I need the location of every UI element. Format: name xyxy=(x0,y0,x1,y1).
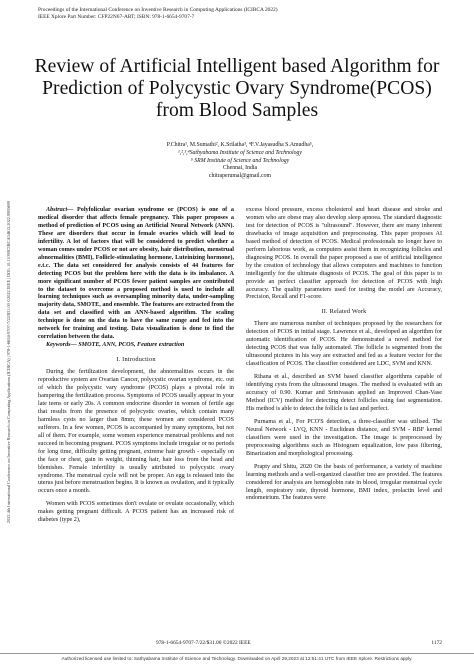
left-paragraph-2: Women with PCOS sometimes don't ovulate or ovulate occasionally, which makes getting pregnant difficult. A PCOS patient has an increased risk of diabetes (type 2), xyxy=(38,501,234,524)
section-heading-related-work: II. Related Work xyxy=(321,308,367,316)
right-paragraph-3: Rihana et al., described an SVM based classifier algorithms capable of identifying cysts from the ultrasound images. The method is evaluated with an accuracy of 0.90. Kumar and Srinivasan applied an Improved Chan-Vase Method (ICV) method for detecting detect follicles using fast segmentation. His method is able to detect the follicle is fast and perfect. xyxy=(246,374,442,412)
title-line-3: from Blood Samples xyxy=(155,100,319,121)
author-affiliation-2: ⁵ SRM Institute of Science and Technology xyxy=(190,157,290,164)
author-names: P.Chitra¹, M.Sumathi², K.Srilatha³, ⁴F.V.Jayasudha S.Amudha⁵, xyxy=(166,142,314,148)
abstract-label: Abstract— xyxy=(46,207,74,213)
abstract xyxy=(38,207,234,342)
header-line-1: Proceedings of the International Conference on Inventive Research in Computing Applications (ICIRCA 2022) xyxy=(38,7,278,13)
right-column xyxy=(246,207,442,503)
right-paragraph-5: Prapty and Shitu, 2020 On the basis of performance, a variety of machine learning methods and a well-organized classifier tree are provided. The features considered for analysis are hemoglobin rate in blood, irregular menstrual cycle length, respiratory rate, thyroid hormone, BMI index, prolactin level and endometrium. The features were xyxy=(246,463,442,502)
doi-sidebar xyxy=(4,92,14,632)
author-block xyxy=(150,142,330,181)
left-column xyxy=(38,207,234,525)
keywords xyxy=(38,342,234,350)
right-paragraph-1: excess blood pressure, excess cholesterol and heart disease and stroke and women who are obese may also develop sleep apnoea. The standard diagnostic test for detection of PCOS is "ultrasound". However, there are many inherent drawbacks of image acquisition and preprocessing. This paper proposes AI based method of detection of PCOS. Medical professionals no longer have to perform laborious work, as computers assist them in recognizing follicles and diagnosing PCOS. In overall the paper proposed a use of artificial intelligence by the creation of technology that allows computers and machines to function intelligently for the ultimate diagnosis of PCOS. The goal of this paper is to provide an perfect classifier approach for detection of PCOS with high accuracy. The quality parameters used for testing the model are Accuracy, Precision, Recall and F1-score. xyxy=(246,207,442,301)
conference-header xyxy=(38,7,278,21)
abstract-text: Polyfolicular ovarian syndrome or (PCOS) is one of a medical disorder that affects female pregnancy. This paper proposes a method of prediction of PCOS using an Artificial Neural Network (ANN). These are disorders that occur in female ovaries which will lead to infertility. A lot of factors that will be considered to predict whether a woman comes under PCOS or not are obesity, hair distribution, menstrual abnormalities (BMI), Follicle-stimulating hormone, Luteinizing hormone), e.t.c. The data set considered for analysis consists of 44 features for detecting PCOS but the problem here with the data is its imbalance. A more significant number of PCOS fewer patient samples are contributed to the dataset to overcome a proposed method is used to include all learning techniques such as oversampling minority data, under-sampling majority data, SMOTE, and ensemble. The features are extracted from the data set and classified with an ANN-based algorithm. The scaling technique is done on the data to have the same range and fed into the network for training and testing. Data visualization is done to find the correlation between the data. xyxy=(38,207,234,341)
keywords-text: SMOTE, ANN, PCOS, Feature extraction xyxy=(76,342,185,349)
paper-title xyxy=(30,56,444,122)
header-line-2: IEEE Xplore Part Number: CFP22N67-ART; ISBN: 978-1-6654-9707-7 xyxy=(38,14,195,20)
author-city: Chennai, India xyxy=(222,165,258,172)
left-paragraph-1: During the fertilization development, the abnormalities occurs in the reproductive system are Ovarian Cancer, polycystic ovarian syndrome, etc. out of which the polycystic vary syndrome (PCOS) plays a pivotal role in hampering the fertilization process. Symptoms of PCOS usually appear in your late teens or early 20s. A common endocrine disorder in women of fertile age that results from the presence of polycystic ovaries, which contain many harmless cysts no larger than 8mm; these women are considered PCOS sufferers. In a few women, PCOS is accompanied by many symptoms, but not all of them. For example, some women experience menstrual problems and not succeed in becoming pregnant. PCOS symptoms include irregular or no periods for long time, difficulty getting pregnant, extreme hair growth - especially on the face or chest, gain in weight, thinning hair, hair loss from the head and blemishes. Female infertility is usually attributed to polycystic ovary syndrome. The menstrual cycle will not be proper. An egg is released into the uterus just before menstruation begins. It is known as ovulation, and it typically occurs once a month. xyxy=(38,369,234,495)
footer-divider xyxy=(0,653,474,654)
keywords-label: Keywords— xyxy=(46,342,77,349)
author-email: chitraperumal@gmail.com xyxy=(208,173,272,180)
right-paragraph-4: Purnama et al., For PCO'S detection, a three-classifier was utilised. The Neural Network - LVQ, KNN - Euclidean distance, and SVM - RBF kernel classifiers were used in the investigation. The image is preprocessed by preprocessing algorithms such as Histogram equalization, low pass filtering, Binarization and morphological processing. xyxy=(246,418,442,457)
right-paragraph-2: There are numerous number of techniques proposed by the researchers for detection of PCOS in initial stage. Lawrence et al., developed an algorithm for automatic identification of PCOS. He demonstrated a novel method for detecting PCOS that was fully automated. The follicle is segmented from the ultrasound pictures in his way are extracted and fed as a feature vector for the classification of PCOS. The classifier considered are LDC, SVM and KNN. xyxy=(246,321,442,368)
section-heading-introduction: I. Introduction xyxy=(116,356,156,364)
author-affiliation-1: ¹,²,³,⁴Sathyabama Institute of Science and Technology xyxy=(178,149,302,156)
license-notice: Authorized licensed use limited to: Sathyabama Institute of Science and Technology. Downloaded on April 29,2023 at 12:51:41 UTC from IEEE Xplore. Restrictions apply. xyxy=(61,656,413,661)
title-line-2: Prediction of Polycystic Ovary Syndrome(PCOS) xyxy=(42,78,432,99)
title-line-1: Review of Artificial Intelligent based Algorithm for xyxy=(34,56,440,77)
footer-isbn: 978-1-6654-9707-7/22/$31.00 ©2022 IEEE xyxy=(156,640,251,646)
doi-sidebar-text: 2022 4th International Conference on Inventive Research in Computing Applications (ICIRCA) | 978-1-6654-9707-7/22/$31.00 ©2022 IEEE | DOI: 10.1109/ICIRCA54612.2022.9985699 xyxy=(6,200,11,524)
page-number: 1172 xyxy=(431,640,442,646)
